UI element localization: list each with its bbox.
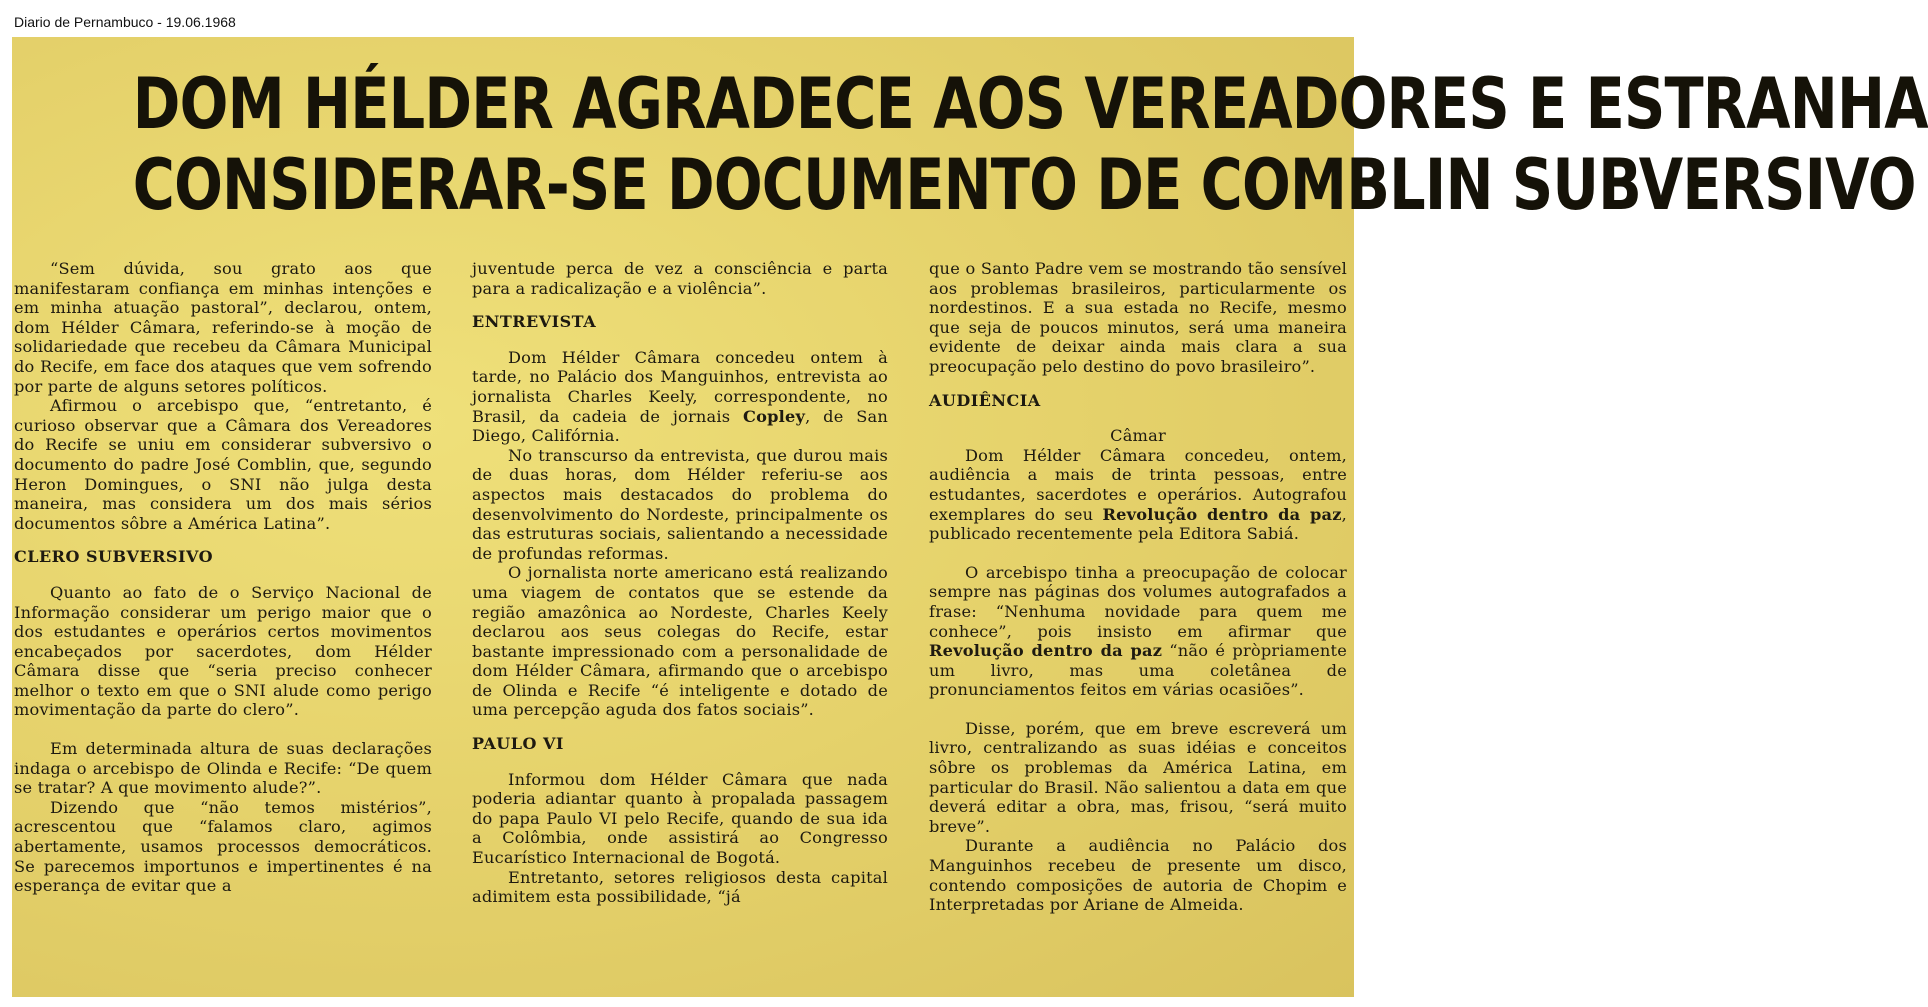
paragraph: “Sem dúvida, sou grato aos que manifestaram confiança em minhas intenções e em minha atuação pastoral”, declarou, ontem, dom Hélder Câmara, referindo-se à moção de solidariedade que recebeu da Câmara Municipal do Recife, em face dos ataques que vem sofrendo por parte de alguns setores políticos.: [14, 259, 432, 396]
paragraph: [472, 348, 888, 446]
source-caption: Diario de Pernambuco - 19.06.1968: [14, 14, 236, 30]
headline-line-1: DOM HÉLDER AGRADECE AOS VEREADORES E ESTRANHA: [132, 63, 1928, 145]
paragraph: Dizendo que “não temos mistérios”, acrescentou que “falamos claro, agimos abertamente, usamos processos democráticos. Se parecemos importunos e impertinentes é na esperança de evitar que a: [14, 797, 432, 896]
paragraph: O jornalista norte americano está realizando uma viagem de contatos que se estende da região amazônica ao Nordeste, Charles Keely declarou aos seus colegas do Recife, estar bastante impressionado com a personalidade de dom Hélder Câmara, afirmando que o arcebispo de Olinda e Recife “é inteligente e dotado de uma percepção aguda dos fatos sociais”.: [472, 563, 888, 720]
subheading-audiencia: AUDIÊNCIA: [929, 390, 1041, 410]
subheading-entrevista: ENTREVISTA: [472, 312, 597, 332]
article-column-2: [472, 259, 888, 907]
paragraph: que o Santo Padre vem se mostrando tão sensível aos problemas brasileiros, particularmente os nordestinos. E a sua estada no Recife, mesmo que seja de poucos minutos, será uma maneira evidente de deixar ainda mais clara a sua preocupação pelo destino do povo brasileiro”.: [929, 259, 1347, 376]
text: Dom Hélder Câmara concedeu, ontem, audiência a mais de trinta pessoas, entre estudantes, sacerdotes e operários. Autografou exemplares do seu: [929, 445, 1347, 524]
bold-text: Revolução dentro da paz: [1102, 504, 1342, 524]
paragraph: Disse, porém, que em breve escreverá um livro, centralizando as suas idéias e conceitos sôbre os problemas da América Latina, em particular do Brasil. Não salientou a data em que deverá editar a obra, mas, frisou, “será muito breve”.: [929, 718, 1347, 836]
text: , publicado recentemente pela Editora Sabiá.: [929, 504, 1347, 544]
bold-text: Copley: [743, 406, 806, 426]
text: Dom Hélder Câmara concedeu ontem à tarde, no Palácio dos Manguinhos, entrevista ao jornalista Charles Keely, correspondente, no Brasil, da cadeia de jornais: [472, 347, 888, 426]
paragraph: Em determinada altura de suas declarações indaga o arcebispo de Olinda e Recife: “De quem se tratar? A que movimento alude?”.: [14, 739, 432, 798]
paragraph: Informou dom Hélder Câmara que nada poderia adiantar quanto à propalada passagem do papa Paulo VI pelo Recife, quando de sua ida a Colômbia, onde assistirá ao Congresso Eucarístico Internacional de Bogotá.: [472, 769, 888, 868]
paragraph: Afirmou o arcebispo que, “entretanto, é curioso observar que a Câmara dos Vereadores do Recife se uniu em considerar subversivo o documento do padre José Comblin, que, segundo Heron Domingues, o SNI não julga desta maneira, mas considera um dos mais sérios documentos sôbre a América Latina”.: [14, 396, 432, 533]
bold-text: Revolução dentro da paz: [929, 641, 1163, 661]
stray-text: Câmar: [1110, 426, 1166, 446]
newspaper-clipping: [12, 37, 1928, 997]
text: “não é pròpriamente um livro, mas uma coletânea de pronunciamentos feitos em várias ocasiões”.: [929, 641, 1347, 700]
subheading-paulo-vi: PAULO VI: [472, 734, 564, 754]
paragraph: [929, 563, 1347, 700]
paragraph: [929, 446, 1347, 544]
paragraph: No transcurso da entrevista, que durou mais de duas horas, dom Hélder referiu-se aos aspectos mais destacados do problema do desenvolvimento do Nordeste, principalmente os das estruturas sociais, salientando a necessidade de profundas reformas.: [472, 445, 888, 563]
headline-line-2: CONSIDERAR-SE DOCUMENTO DE COMBLIN SUBVERSIVO: [132, 144, 1916, 226]
paragraph: juventude perca de vez a consciência e parta para a radicalização e a violência”.: [472, 259, 888, 298]
text: , de San Diego, Califórnia.: [472, 406, 888, 446]
text: O arcebispo tinha a preocupação de colocar sempre nas páginas dos volumes autografados a frase: “Nenhuma novidade para quem me conhece”, pois insisto em afirmar que: [929, 562, 1347, 641]
article-column-1: [14, 259, 432, 896]
subheading-clero-subversivo: CLERO SUBVERSIVO: [14, 547, 214, 567]
paragraph: Durante a audiência no Palácio dos Manguinhos recebeu de presente um disco, contendo composições de autoria de Chopim e Interpretadas por Ariane de Almeida.: [929, 836, 1347, 915]
paragraph: Entretanto, setores religiosos desta capital adimitem esta possibilidade, “já: [472, 867, 888, 907]
article-column-3: [929, 259, 1347, 915]
paragraph: Quanto ao fato de o Serviço Nacional de Informação considerar um perigo maior que o dos estudantes e operários certos movimentos encabeçados por sacerdotes, dom Hélder Câmara disse que “seria preciso conhecer melhor o texto em que o SNI alude como perigo movimentação da parte do clero”.: [14, 582, 432, 720]
